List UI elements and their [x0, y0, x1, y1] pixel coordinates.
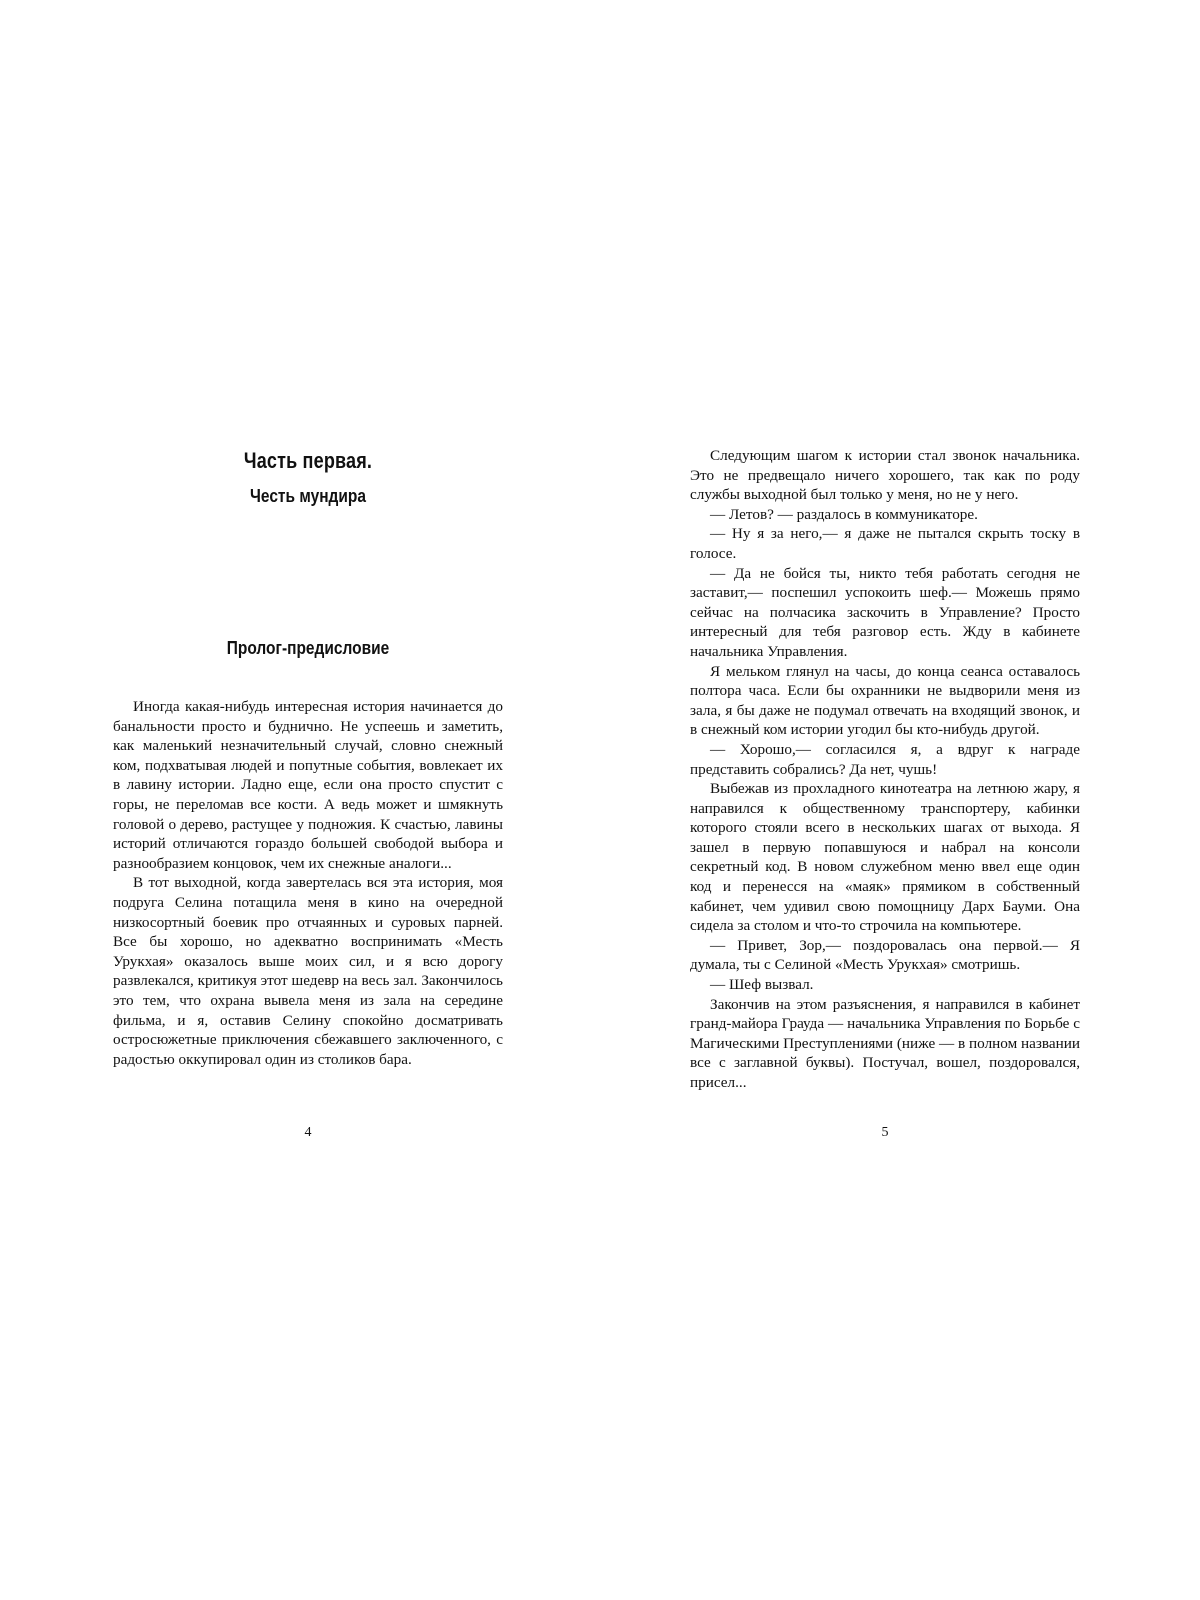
- prologue-title: Пролог-предисловие: [226, 638, 390, 658]
- paragraph: — Да не бойся ты, никто тебя работать сегодня не заставит,— поспешил успокоить шеф.— Можешь прямо сейчас на полчасика заскочить в Управление? Просто интересный для тебя разговор есть. Жду в кабинете начальника Управления.: [690, 564, 1080, 660]
- part-title: Часть первая.: [243, 448, 373, 473]
- paragraph: — Ну я за него,— я даже не пытался скрыть тоску в голосе.: [690, 525, 1080, 562]
- paragraph: — Летов? — раздалось в коммуникаторе.: [710, 505, 978, 523]
- paragraph: В тот выходной, когда завертелась вся эта история, моя подруга Селина потащила меня в кино на очередной низкосортный боевик про отчаянных и суровых парней. Все бы хорошо, но адекватно воспринимать «Месть Урукхая» оказалось выше моих сил, и я всю дорогу развлекался, критикуя этот шедевр на весь зал. Закончилось это тем, что охрана вывела меня из зала на середине фильма, и я, оставив Селину спокойно досматривать остросюжетные приключения сбежавшего заключенного, с радостью оккупировал один из столиков бара.: [113, 874, 503, 1068]
- paragraph: — Шеф вызвал.: [710, 976, 814, 994]
- paragraph: Закончив на этом разъяснения, я направился в кабинет гранд-майора Грауда — начальника Управления по Борьбе с Магическими Преступлениями (ниже — в полном названии все с заглавной буквы). Постучал, вошел, поздоровался, присел...: [690, 995, 1080, 1091]
- right-page-text: [690, 446, 1080, 1093]
- right-page: [600, 0, 1200, 1600]
- page-number-left: 4: [304, 1125, 312, 1140]
- paragraph: Следующим шагом к истории стал звонок начальника. Это не предвещало ничего хорошего, так как по роду службы выходной был только у меня, но не у него.: [690, 447, 1080, 504]
- page-number-right: 5: [881, 1125, 889, 1140]
- paragraph: Выбежав из прохладного кинотеатра на летнюю жару, я направился к общественному транспортеру, кабинки которого стояли всего в нескольких шагах от выхода. Я зашел в первую попавшуюся и набрал на консоли секретный код. В новом служебном меню ввел еще один код и перенесся на «маяк» прямиком в собственный кабинет, чем удивил свою помощницу Дарх Бауми. Она сидела за столом и что-то строчила на компьютере.: [690, 780, 1080, 935]
- paragraph: — Привет, Зор,— поздоровалась она первой.— Я думала, ты с Селиной «Месть Урукхая» смотришь.: [690, 936, 1080, 974]
- left-page-text: [113, 697, 503, 1069]
- paragraph: Иногда какая-нибудь интересная история начинается до банальности просто и буднично. Не успеешь и заметить, как маленький незначительный случай, словно снежный ком, подхватывая людей и попутные события, вовлекает их в лавину истории. Ладно еще, если она просто спустит с горы, не переломав все кости. А ведь может и шмякнуть головой о дерево, растущее у подножия. К счастью, лавины историй отличаются гораздо большей свободой выбора и разнообразием концовок, чем их снежные аналоги...: [113, 698, 503, 872]
- part-subtitle: Честь мундира: [250, 486, 366, 506]
- paragraph: — Хорошо,— согласился я, а вдруг к награде представить собрались? Да нет, чушь!: [690, 740, 1080, 778]
- paragraph: Я мельком глянул на часы, до конца сеанса оставалось полтора часа. Если бы охранники не выдворили меня из зала, я бы даже не подумал отвечать на входящий звонок, и в снежный ком истории угодил бы кто-нибудь другой.: [690, 662, 1080, 739]
